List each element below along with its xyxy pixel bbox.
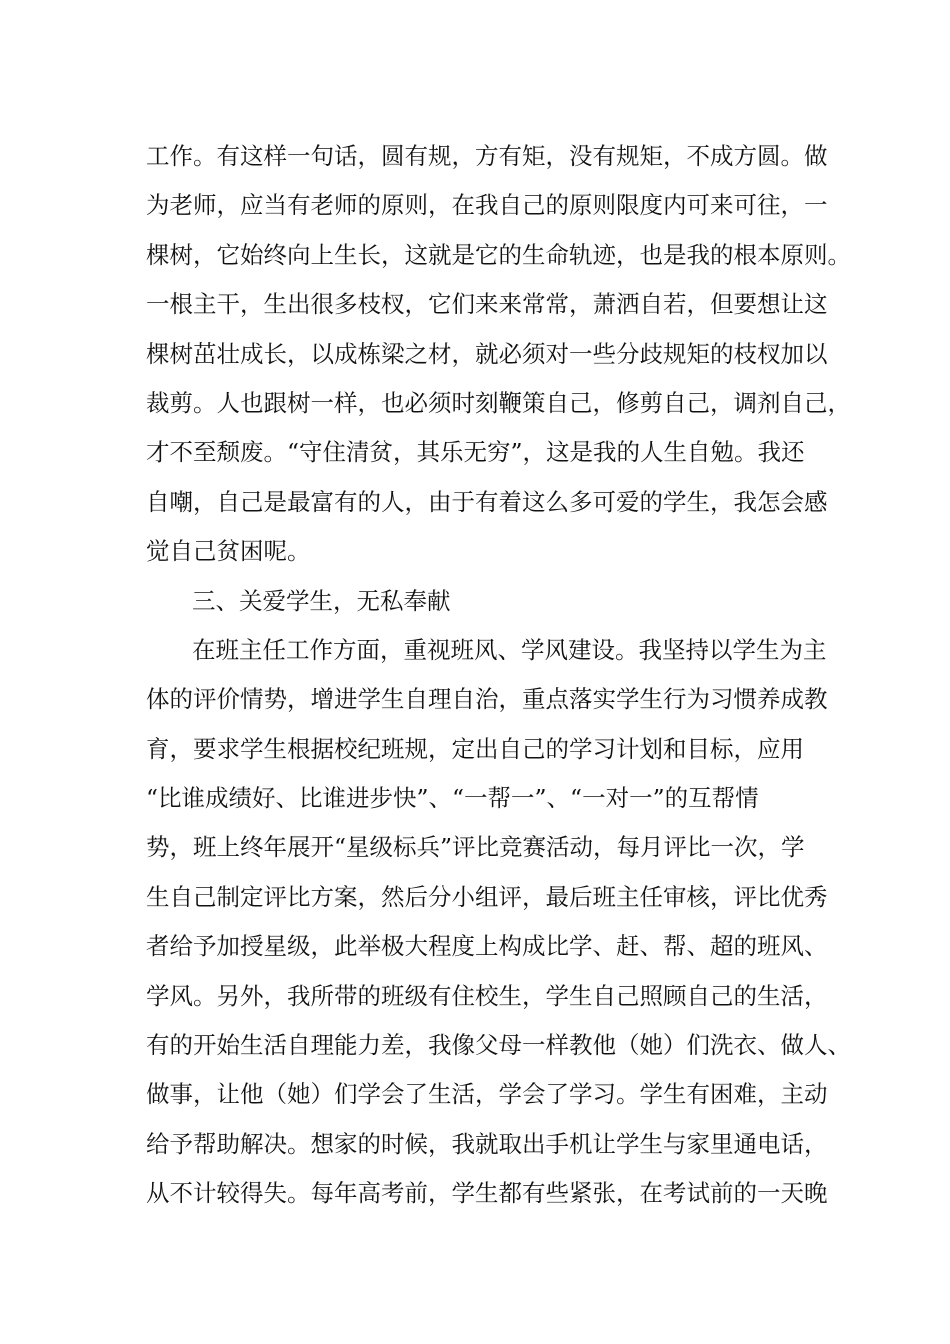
text-line: 为老师，应当有老师的原则，在我自己的原则限度内可来可往，一 bbox=[146, 191, 828, 220]
text-line: 裁剪。人也跟树一样，也必须时刻鞭策自己，修剪自己，调剂自己， bbox=[146, 388, 851, 417]
text-line: 自嘲，自己是最富有的人，由于有着这么多可爱的学生，我怎会感 bbox=[146, 487, 828, 516]
text-line: 给予帮助解决。想家的时候，我就取出手机让学生与家里通电话， bbox=[146, 1129, 828, 1158]
text-line: 一根主干，生出很多枝杈，它们来来常常，萧洒自若，但要想让这 bbox=[146, 290, 828, 319]
text-line: 棵树茁壮成长，以成栋梁之材，就必须对一些分歧规矩的枝杈加以 bbox=[146, 339, 828, 368]
text-line: 者给予加授星级，此举极大程度上构成比学、赶、帮、超的班风、 bbox=[146, 932, 828, 961]
text-line: 在班主任工作方面，重视班风、学风建设。我坚持以学生为主 bbox=[192, 635, 827, 664]
text-line: 有的开始生活自理能力差，我像父母一样教他（她）们洗衣、做人、 bbox=[146, 1031, 851, 1060]
text-line: 从不计较得失。每年高考前，学生都有些紧张，在考试前的一天晚 bbox=[146, 1179, 828, 1208]
text-line: “比谁成绩好、比谁进步快”、“一帮一”、“一对一”的互帮情 bbox=[146, 784, 759, 813]
text-line: 工作。有这样一句话，圆有规，方有矩，没有规矩，不成方圆。做 bbox=[146, 142, 828, 170]
text-line: 体的评价情势，增进学生自理自治，重点落实学生行为习惯养成教 bbox=[146, 685, 828, 714]
text-line: 势，班上终年展开“星级标兵”评比竞赛活动，每月评比一次，学 bbox=[146, 833, 805, 862]
text-line: 生自己制定评比方案，然后分小组评，最后班主任审核，评比优秀 bbox=[146, 882, 828, 911]
text-line: 才不至颓废。“守住清贫，其乐无穷”，这是我的人生自勉。我还 bbox=[146, 438, 805, 467]
text-line: 棵树，它始终向上生长，这就是它的生命轨迹，也是我的根本原则。 bbox=[146, 240, 851, 269]
text-line: 做事，让他（她）们学会了生活，学会了学习。学生有困难，主动 bbox=[146, 1080, 828, 1109]
text-line: 育，要求学生根据校纪班规，定出自己的学习计划和目标，应用 bbox=[146, 734, 804, 763]
body-text bbox=[146, 132, 851, 1219]
text-line: 学风。另外，我所带的班级有住校生，学生自己照顾自己的生活， bbox=[146, 981, 828, 1010]
text-line: 觉自己贫困呢。 bbox=[146, 537, 311, 566]
section-heading: 三、关爱学生，无私奉献 bbox=[192, 586, 451, 615]
